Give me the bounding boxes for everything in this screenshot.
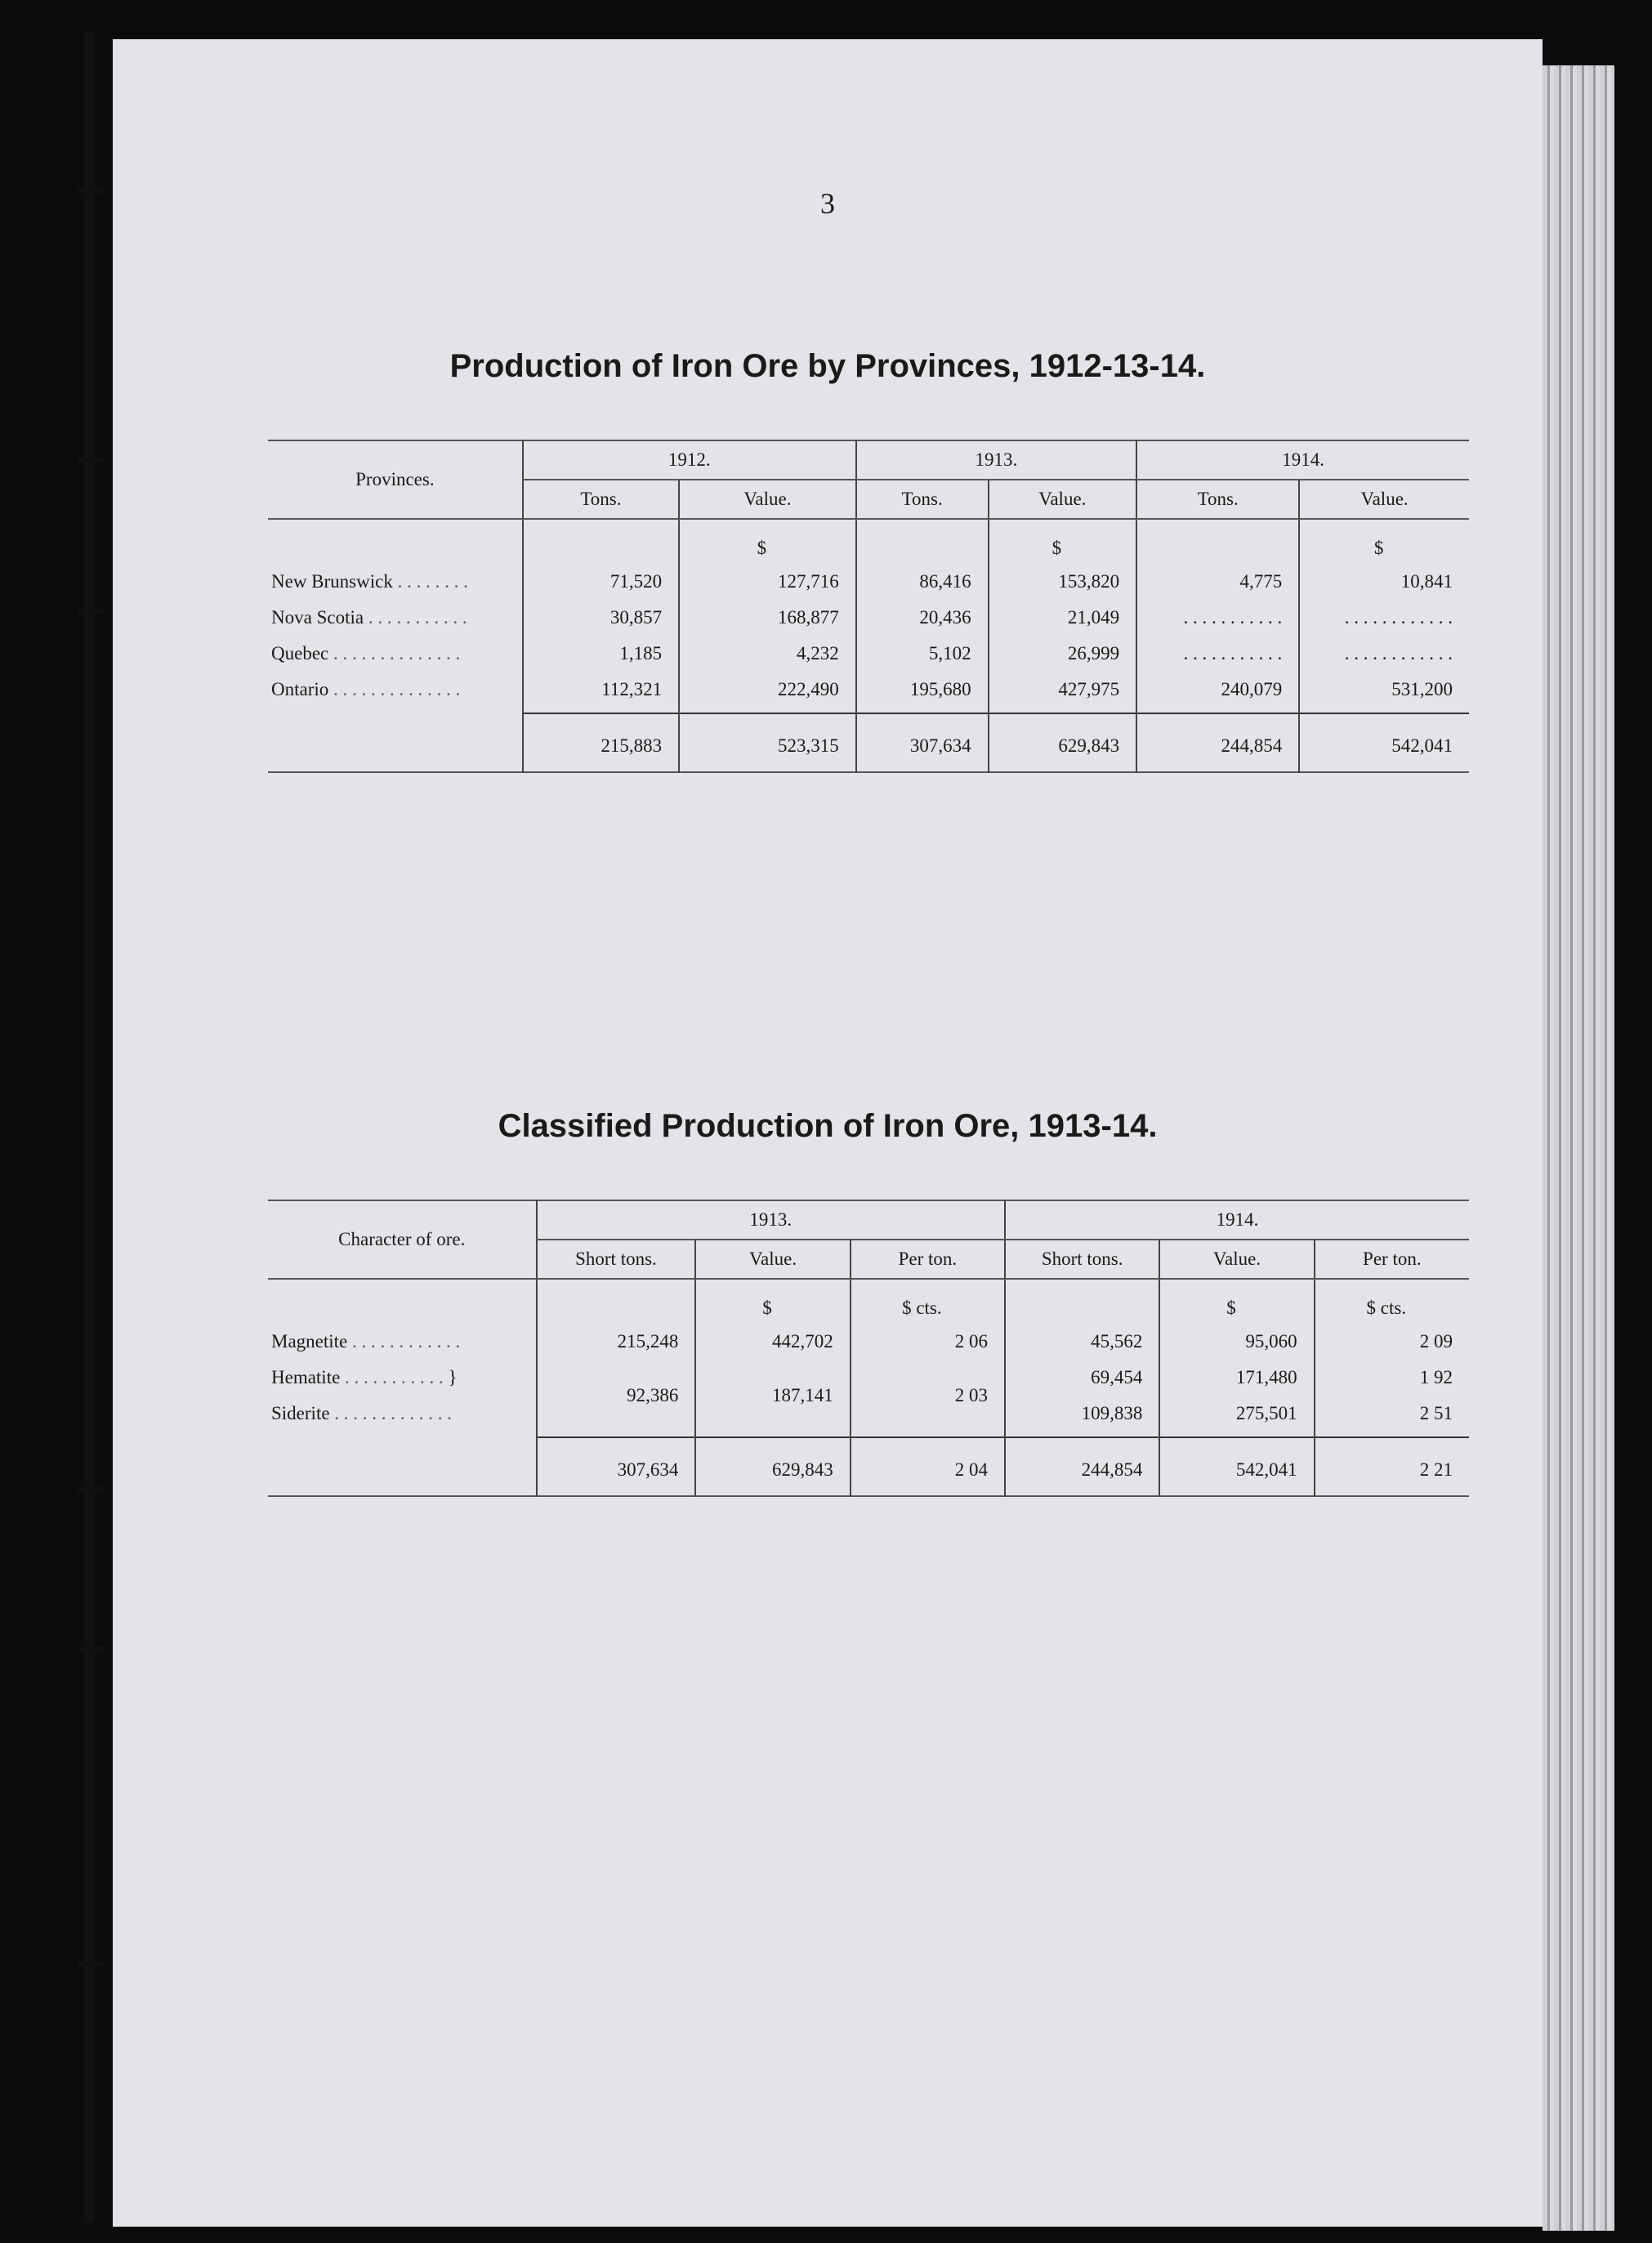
ore-name: Hematite	[271, 1367, 341, 1387]
total-cell: 629,843	[989, 713, 1137, 772]
province-name: Ontario	[271, 679, 329, 699]
cell: 26,999	[989, 636, 1137, 672]
short-tons-header: Short tons.	[1005, 1240, 1159, 1279]
totals-row	[268, 713, 1469, 772]
table2-title: Classified Production of Iron Ore, 1913-14.	[498, 1108, 1158, 1144]
value-header: Value.	[989, 480, 1137, 519]
cell: 275,501	[1159, 1396, 1314, 1432]
cell: 153,820	[989, 564, 1137, 600]
currency-unit: $	[695, 1279, 850, 1324]
cents-unit: $ cts.	[1315, 1279, 1469, 1324]
cell: 45,562	[1005, 1324, 1159, 1360]
cell: 2 09	[1315, 1324, 1469, 1360]
cell: 20,436	[856, 600, 989, 636]
total-cell: 244,854	[1136, 713, 1299, 772]
cell: 215,248	[537, 1324, 696, 1360]
short-tons-header: Short tons.	[537, 1240, 696, 1279]
ore-name: Siderite	[271, 1403, 330, 1423]
cell: 5,102	[856, 636, 989, 672]
binding-mark	[78, 1961, 105, 1966]
table-row: New Brunswick . . . . . . . . 71,520 127,716 86,416 153,820 4,775 10,841	[268, 564, 1469, 600]
cell: 71,520	[523, 564, 679, 600]
value-header: Value.	[1159, 1240, 1314, 1279]
binding-mark	[78, 1487, 105, 1492]
cell: 2 51	[1315, 1396, 1469, 1432]
table1	[268, 440, 1469, 773]
cell: 95,060	[1159, 1324, 1314, 1360]
cell: 531,200	[1299, 672, 1469, 708]
combined-cell: 92,386	[537, 1360, 696, 1432]
provinces-header: Provinces.	[268, 440, 523, 519]
value-header: Value.	[679, 480, 856, 519]
empty-cell: . . . . . . . . . . . .	[1299, 600, 1469, 636]
combined-cell: 2 03	[851, 1360, 1005, 1432]
binding-mark	[78, 1647, 105, 1651]
cell: 2 06	[851, 1324, 1005, 1360]
cell: 10,841	[1299, 564, 1469, 600]
cell: 86,416	[856, 564, 989, 600]
cell: 442,702	[695, 1324, 850, 1360]
year-header-1914: 1914.	[1136, 440, 1469, 480]
tons-header: Tons.	[523, 480, 679, 519]
total-cell: 629,843	[695, 1437, 850, 1496]
totals-row	[268, 1437, 1469, 1496]
table1-title: Production of Iron Ore by Provinces, 1912-13-14.	[449, 348, 1206, 384]
document-page	[113, 39, 1543, 2227]
year-header-1912: 1912.	[523, 440, 856, 480]
page-number: 3	[820, 187, 835, 220]
total-cell: 2 21	[1315, 1437, 1469, 1496]
cell: 112,321	[523, 672, 679, 708]
province-name: New Brunswick	[271, 571, 393, 592]
currency-unit: $	[989, 519, 1137, 564]
year-header-1914: 1914.	[1005, 1200, 1469, 1240]
tons-header: Tons.	[1136, 480, 1299, 519]
cell: 21,049	[989, 600, 1137, 636]
total-cell: 2 04	[851, 1437, 1005, 1496]
cell: 222,490	[679, 672, 856, 708]
combined-cell: 187,141	[695, 1360, 850, 1432]
year-header-1913: 1913.	[537, 1200, 1006, 1240]
cell: 195,680	[856, 672, 989, 708]
cell: 4,775	[1136, 564, 1299, 600]
tons-header: Tons.	[856, 480, 989, 519]
cell: 69,454	[1005, 1360, 1159, 1396]
empty-cell: . . . . . . . . . . .	[1136, 600, 1299, 636]
binding-mark	[78, 458, 105, 462]
cell: 127,716	[679, 564, 856, 600]
ore-name: Magnetite	[271, 1331, 348, 1352]
cell: 109,838	[1005, 1396, 1159, 1432]
total-cell: 307,634	[537, 1437, 696, 1496]
cell: 30,857	[523, 600, 679, 636]
total-cell: 542,041	[1159, 1437, 1314, 1496]
total-cell: 244,854	[1005, 1437, 1159, 1496]
empty-cell: . . . . . . . . . . . .	[1299, 636, 1469, 672]
total-cell: 307,634	[856, 713, 989, 772]
total-cell: 215,883	[523, 713, 679, 772]
year-header-1913: 1913.	[856, 440, 1136, 480]
table-row: Siderite . . . . . . . . . . . . . 109,838 275,501 2 51	[268, 1396, 1469, 1432]
table-row: Nova Scotia . . . . . . . . . . . 30,857 168,877 20,436 21,049 . . . . . . . . . . . . . . . . . . . . . . .	[268, 600, 1469, 636]
currency-unit: $	[1299, 519, 1469, 564]
cell: 4,232	[679, 636, 856, 672]
cell: 1 92	[1315, 1360, 1469, 1396]
value-header: Value.	[1299, 480, 1469, 519]
per-ton-header: Per ton.	[851, 1240, 1005, 1279]
cell: 427,975	[989, 672, 1137, 708]
cell: 168,877	[679, 600, 856, 636]
province-name: Quebec	[271, 643, 329, 664]
binding-mark	[78, 609, 105, 614]
table-row: Hematite . . . . . . . . . . . } 92,386 187,141 2 03 69,454 171,480 1 92	[268, 1360, 1469, 1396]
brace-icon: }	[448, 1367, 458, 1387]
character-of-ore-header: Character of ore.	[268, 1200, 537, 1279]
page-edges	[1543, 65, 1614, 2231]
cell: 171,480	[1159, 1360, 1314, 1396]
total-cell: 523,315	[679, 713, 856, 772]
province-name: Nova Scotia	[271, 607, 364, 628]
cell: 1,185	[523, 636, 679, 672]
table-row: Magnetite . . . . . . . . . . . . 215,248 442,702 2 06 45,562 95,060 2 09	[268, 1324, 1469, 1360]
cents-unit: $ cts.	[851, 1279, 1005, 1324]
book-binding	[83, 33, 95, 2223]
cell: 240,079	[1136, 672, 1299, 708]
currency-unit: $	[679, 519, 856, 564]
total-cell: 542,041	[1299, 713, 1469, 772]
currency-unit: $	[1159, 1279, 1314, 1324]
table-row: Ontario . . . . . . . . . . . . . . 112,321 222,490 195,680 427,975 240,079 531,200	[268, 672, 1469, 708]
empty-cell: . . . . . . . . . . .	[1136, 636, 1299, 672]
value-header: Value.	[695, 1240, 850, 1279]
table-row: Quebec . . . . . . . . . . . . . . 1,185 4,232 5,102 26,999 . . . . . . . . . . . . . . . . . . . . . . .	[268, 636, 1469, 672]
per-ton-header: Per ton.	[1315, 1240, 1469, 1279]
binding-mark	[78, 188, 105, 193]
table2	[268, 1200, 1469, 1497]
